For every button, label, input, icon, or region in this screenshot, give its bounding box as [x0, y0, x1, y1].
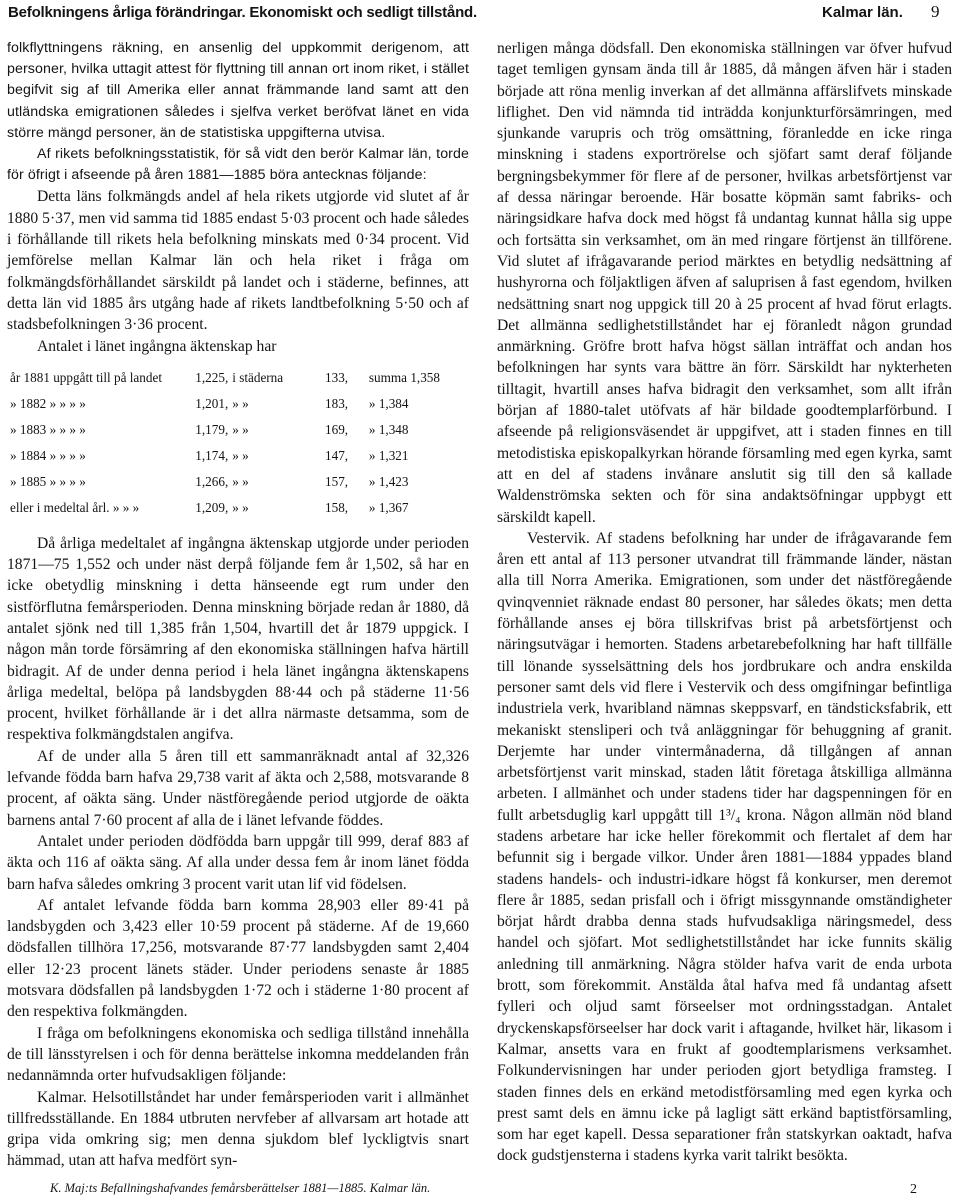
table-cell: » 1,321 — [368, 447, 409, 463]
table-row — [10, 365, 440, 391]
paragraph: Af antalet lefvande födda barn komma 28,903 eller 89·41 på landsbygden och 3,423 eller 10·59 procent på städerne. Af de 19,660 dödsfallen tillhöra 17,256, motsvarande 87·77 landsbygden samt 2,404 eller 12·23 procent länets städer. Under periodens senaste år 1885 motsvara dödsfallen på landsbygden 1·72 och i städerne 1·80 procent af den respektiva folkmängden. — [7, 896, 469, 1021]
table-cell: » 1,367 — [368, 499, 409, 515]
table-cell: år 1881 uppgått till på landet — [10, 369, 162, 385]
paragraph: Antalet under perioden dödfödda barn uppgår till 999, deraf 883 af äkta och 116 af oäkta säng. Af alla under dessa fem år inom länet födda barn hafva således omkring 3 procent varit utan lif vid födelsen. — [7, 832, 469, 893]
sheet-number: 2 — [910, 1182, 917, 1197]
table-cell: i städerna — [232, 369, 284, 385]
paragraph: Vestervik. Af stadens befolkning har under de ifrågavarande fem åren ett antal af 113 personer utvandrat till främmande länder, nästan alla till Norra Amerika. Emigrationen, som under det nästföregående qvinqvenniet räknade endast 80 personer, har således ökats; men detta förhållande anses ej böra tillskrifvas brist på arbetsförtjenst och näringsutvägar i hemorten. Stadens arbetarebefolkning har haft tillfälle till lönande sysselsättning dels hos jordbrukare och andra enskilda personer samt dels vid flere i Vestervik och dess omgifningar befintliga industriela verk, hvaribland nämnas skeppsvarf, en tändsticksfabrik, ett mekaniskt stensliperi och två anläggningar för behuggning af granit. Derjemte har under vintermånaderna, då tillgången af annan arbetsförtjenst varit minskad, staden låtit företaga åtskilliga allmänna arbeten. I allmänhet och under stadens tider har dagspenningen för en fullt arbetsduglig karl uppgått till 1³/₄ krona. Någon allmän nöd bland stadens arbetare har icke heller förekommit och flertalet af dem har befunnit sig i bergade vilkor. Under åren 1881—1884 yppades bland stadens handels- och industri-idkare högst få konkurser, men deremot flere år 1885, sedan prisfall och i öfrigt missgynnande omständigheter börjat hårdt drabba denna stads hufvudsakliga näringsmedel, dess handel och sjöfart. Mot sedlighetstillståndet har icke funnits skälig anledning till anmärkning. Några stölder hafva varit de enda urbota brott, som förekommit. Anstälda åtal hafva med få undantag afsett fylleri och oljud samt förseelser mot ordningsstadgan. Antalet dryckenskapsförseelser har dock varit i aftagande, hvilket här, likasom i Kalmar, ansetts vara en frukt af goodtemplarismens verksamhet. Folkundervisningen har under perioden gjort betydliga framsteg. I staden finnes dels en erkänd metodistförsamling med egen kyrka och prest samt dels en ämnu icke på lagligt sätt erkänd baptistförsamling, som har eget kapell. Dessa separationer från statskyrkan oaktadt, hafva dock gudstjensterna i stadens kyrka varit talrikt besökta. — [497, 529, 952, 1165]
left-column — [7, 38, 469, 1172]
header-county: Kalmar län. — [822, 4, 903, 21]
table-cell: 1,209, — [195, 499, 229, 515]
table-cell: eller i medeltal årl. » » » — [10, 499, 140, 515]
table-cell: 1,266, — [195, 473, 229, 489]
table-cell: 183, — [325, 395, 349, 411]
table-cell: 158, — [325, 499, 349, 515]
paragraph: folkflyttningens räkning, en ansenlig del uppkommit derigenom, att personer, hvilka uttagit attest för flyttning till annan ort inom riket, i stället begifvit sig af till Amerika eller annat främmande land samt att den utländska emigrationen således i sjelfva verket beröfvat länet en vida större mängd personer, än de statistiska uppgifterna utvisa. — [7, 40, 469, 141]
table-cell: 157, — [325, 473, 349, 489]
table-cell: » 1,384 — [368, 395, 409, 411]
paragraph: nerligen många dödsfall. Den ekonomiska ställningen var öfver hufvud taget temligen gynsam ända till år 1885, då mången äfven här i staden började att röna menlig inverkan af det allmänna affärslifvets minskade liflighet. Den vid nämnda tid inträdda konjunkturförsämringen, med sjunkande varupris och trög omsättning, föranledde en icke ringa minskning i stadens exportrörelse och sjöfart samt deraf följande bergningsbekymmer för flere af de personer, hvilkas arbetsförtjenst var af dessa näringar beroende. Här bosatte köpmän samt fabriks- och näringsidkare hafva dock med högst få undantag kunnat hålla sig uppe och fortsätta sin verksamhet, om än med ringare förtjenst än tillförene. Vid slutet af ifrågavarande period märktes en betydlig nedsättning af hushyrorna och följaktligen äfven af saluprisen å fast egendom, hvilken nedsättning snart nog uppgick till 20 à 25 procent af hvad förut erlagts. Det allmänna sedlighetstillståndet har ej föranledt någon grundad anmärkning. Gröfre brott hafva högst sällan inträffat och andan hos befolkningen har synts vara bättre än förr. Särskildt har nykterheten tilltagit, hvartill anses hafva bidragit den verksamhet, som allt ifrån början af 1880-talet utöfvats af här bildade goodtemplarförbund. I afseende på religionsväsendet är uppgifvet, att i staden finnes en till metodistiska episkopalkyrkan hörande församling med egen kyrka, samt att en del af stadens invånare anslutit sig till den så kallade Waldenströmska sekten och för sina andaktsöfningar uppbygt ett särskildt kapell. — [497, 40, 952, 526]
running-header — [0, 0, 960, 28]
table-cell: 1,174, — [195, 447, 229, 463]
table-cell: » 1882 » » » » — [10, 395, 86, 411]
paragraph: I fråga om befolkningens ekonomiska och sedliga tillstånd innehålla de till länsstyrelsen i och för denna berättelse inkomna meddelanden från nedannämnda orter hufvudsakligen följande: — [7, 1024, 469, 1085]
table-cell: » 1884 » » » » — [10, 447, 86, 463]
paragraph: Af de under alla 5 åren till ett sammanräknadt antal af 32,326 lefvande födda barn hafva 29,738 varit af äkta och 2,588, motsvarande 8 procent, af oäkta säng. Under nästföregående period utgjorde de oäkta barnens antal 7·60 procent af alla de i länet lefvande föddes. — [7, 747, 469, 829]
table-cell: » » — [232, 421, 249, 437]
table-row — [10, 469, 440, 495]
table-cell: » 1885 » » » » — [10, 473, 86, 489]
table-cell: 1,201, — [195, 395, 229, 411]
paragraph: Antalet i länet ingångna äktenskap har — [37, 337, 277, 355]
paragraph: Af rikets befolkningsstatistik, för så vidt den berör Kalmar län, torde för öfrigt i afseende på åren 1881—1885 böra antecknas följande: — [7, 146, 469, 184]
table-cell: » » — [232, 447, 249, 463]
table-cell: 1,179, — [195, 421, 229, 437]
table-row — [10, 391, 440, 417]
table-cell: » » — [232, 499, 249, 515]
source-note: K. Maj:ts Befallningshafvandes femårsberättelser 1881—1885. Kalmar län. — [50, 1181, 431, 1195]
table-row — [10, 417, 440, 443]
table-cell: » » — [232, 395, 249, 411]
table-cell: » 1883 » » » » — [10, 421, 86, 437]
table-cell: 1,225, — [195, 369, 229, 385]
marriages-table — [10, 365, 440, 521]
table-cell: 169, — [325, 421, 349, 437]
table-cell: » » — [232, 473, 249, 489]
table-cell: 133, — [325, 369, 349, 385]
table-cell: 147, — [325, 447, 349, 463]
paragraph: Kalmar. Helsotillståndet har under femårsperioden varit i allmänhet tillfredsställande. En 1884 utbruten nervfeber af allvarsam art hotade att gripa vida omkring sig; men denna sjukdom blef lyckligtvis snart hämmad, utan att hafva medfört syn- — [7, 1088, 469, 1170]
header-title: Befolkningens årliga förändringar. Ekonomiskt och sedligt tillstånd. — [8, 4, 477, 21]
table-row — [10, 495, 440, 521]
paragraph: Då årliga medeltalet af ingångna äktenskap utgjorde under perioden 1871—75 1,552 och under näst derpå följande fem år 1,502, så har en icke obetydlig minskning i detta hänseende egt rum under den sistförflutna femårsperioden. Denna minskning började redan år 1880, då antalet sjönk ned till 1,385 från 1,504, hvartill det år 1879 uppgick. I någon mån torde försämring af den ekonomiska ställningen hafva härtill bidragit. Af de under denna period i hela länet ingångna äktenskapens årliga medeltal, belöpa på landsbygden 88·44 och på städerne 11·56 procent, hvilket förhållande är i det allra närmaste detsamma, som de respektiva folkmängdstalen angifva. — [7, 534, 469, 744]
paragraph: Detta läns folkmängds andel af hela rikets utgjorde vid slutet af år 1880 5·37, men vid samma tid 1885 endast 5·03 procent och hade således i förhållande till rikets hela befolkning minskats med 0·34 procent. Vid jemförelse mellan Kalmar län och hela riket i fråga om folkmängdsförhållandet särskildt på landet och i städerne, befinnes, att detta län vid 1885 års utgång hade af rikets landtbefolkning 5·50 och af stadsbefolkningen 3·36 procent. — [7, 188, 469, 334]
table-row — [10, 443, 440, 469]
table-cell: summa 1,358 — [368, 369, 440, 385]
table-cell: » 1,348 — [368, 421, 409, 437]
page-number: 9 — [931, 2, 940, 21]
table-cell: » 1,423 — [368, 473, 409, 489]
right-column — [497, 38, 952, 1167]
